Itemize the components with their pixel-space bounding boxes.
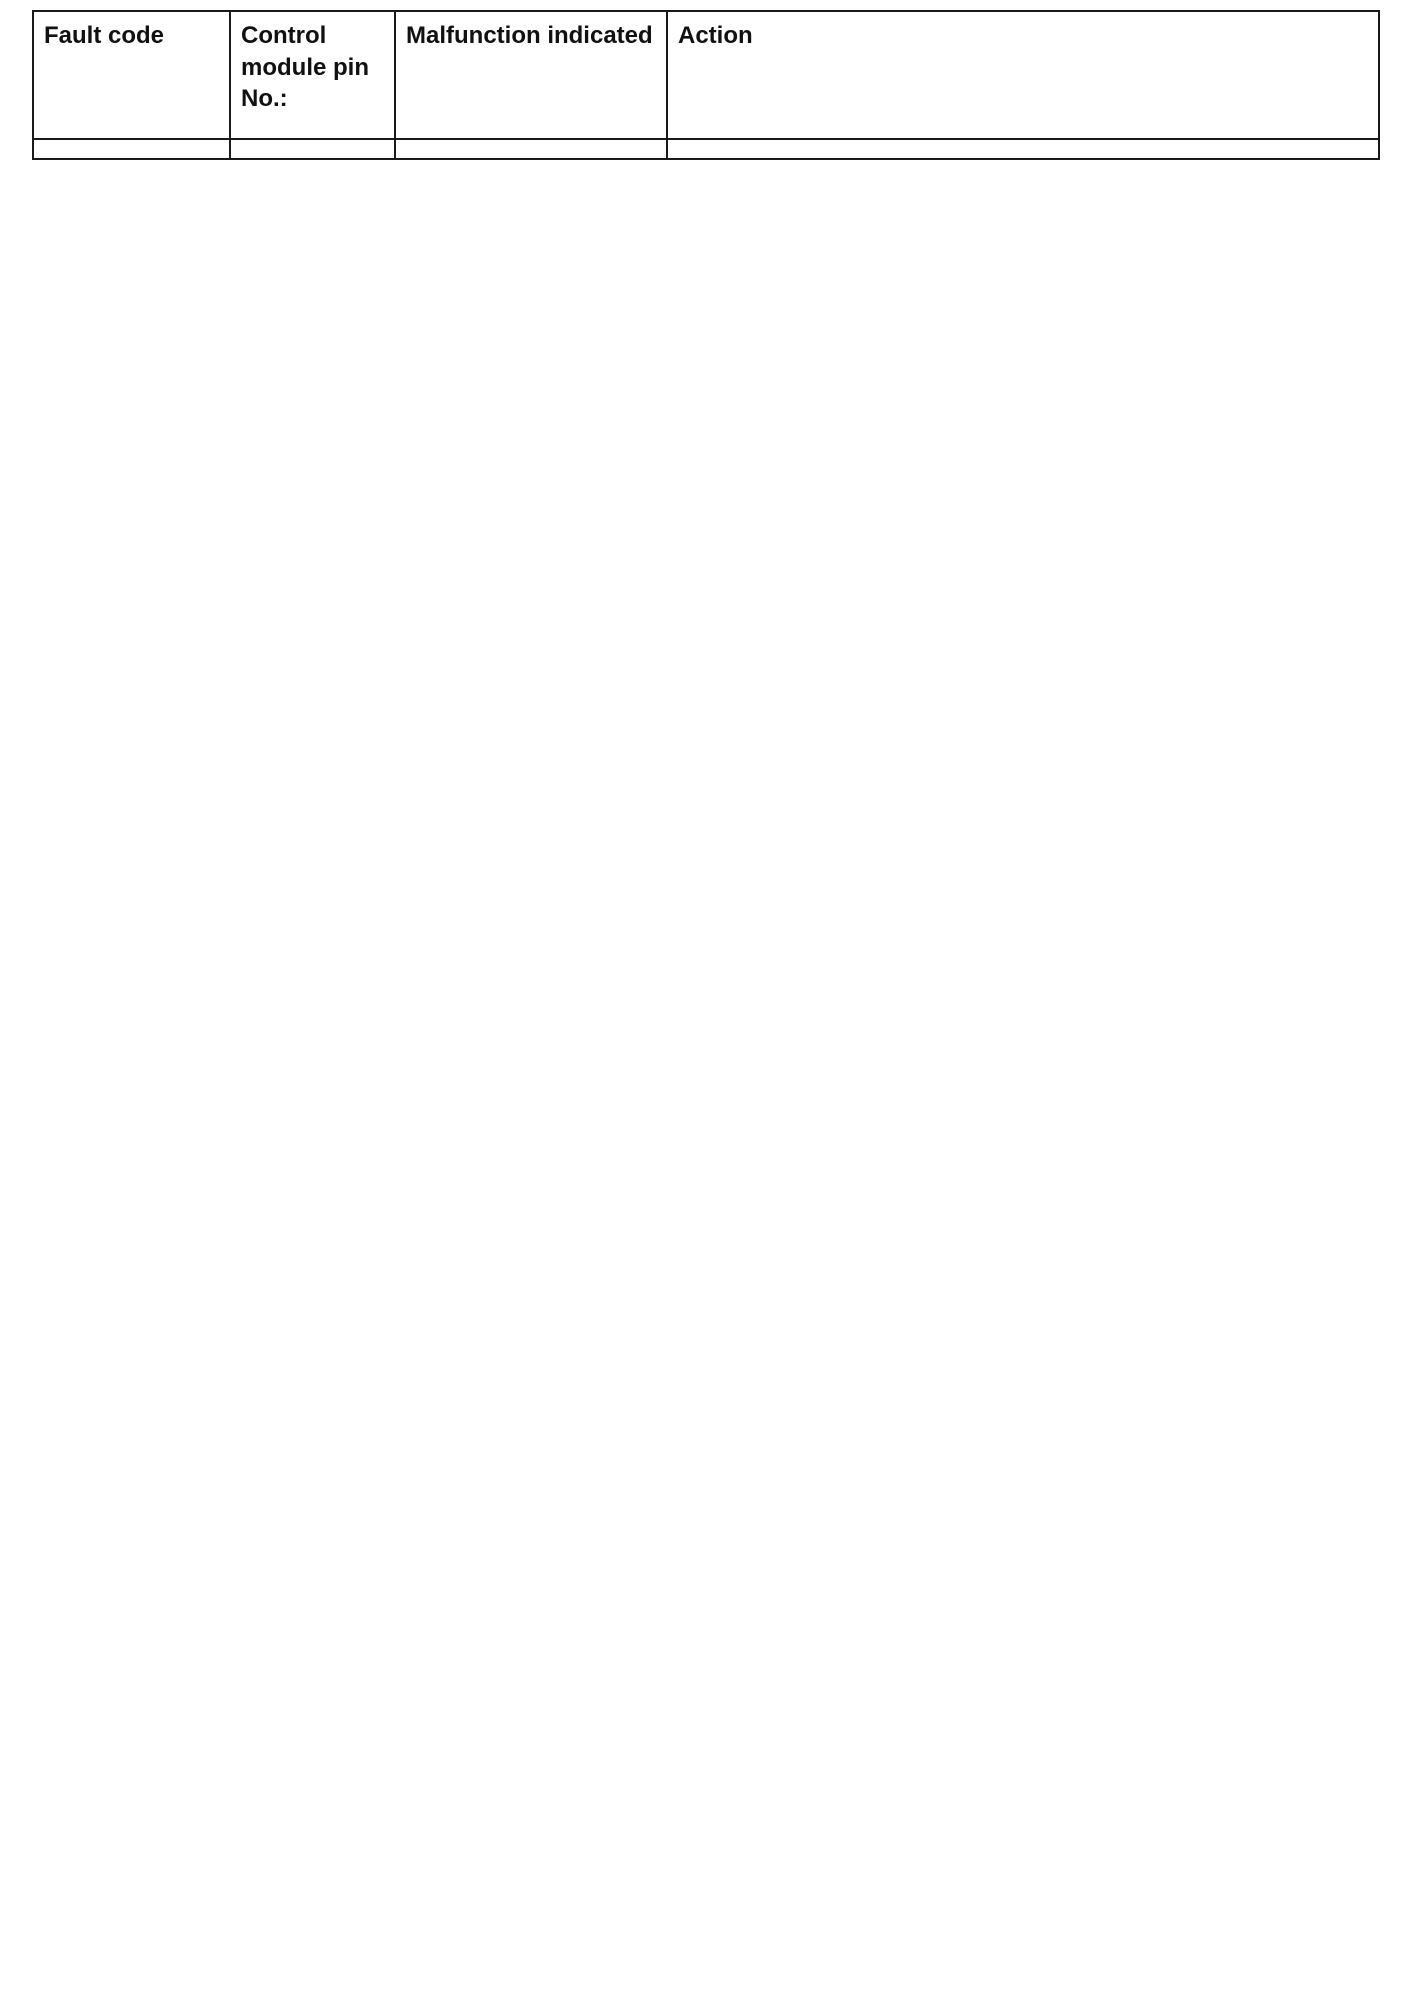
control-module-pin-cell (230, 139, 395, 159)
fault-row (33, 139, 1379, 159)
fault-code-cell (33, 139, 230, 159)
header-row (33, 11, 1379, 139)
header-control-module-pin: Control module pin No.: (230, 11, 395, 139)
header-action: Action (667, 11, 1379, 139)
header-malfunction-indicated: Malfunction indicated (395, 11, 667, 139)
action-cell (667, 139, 1379, 159)
malfunction-cell (395, 139, 667, 159)
table-body (33, 139, 1379, 159)
table-header (33, 11, 1379, 139)
fault-code-table (32, 10, 1380, 160)
header-fault-code: Fault code (33, 11, 230, 139)
